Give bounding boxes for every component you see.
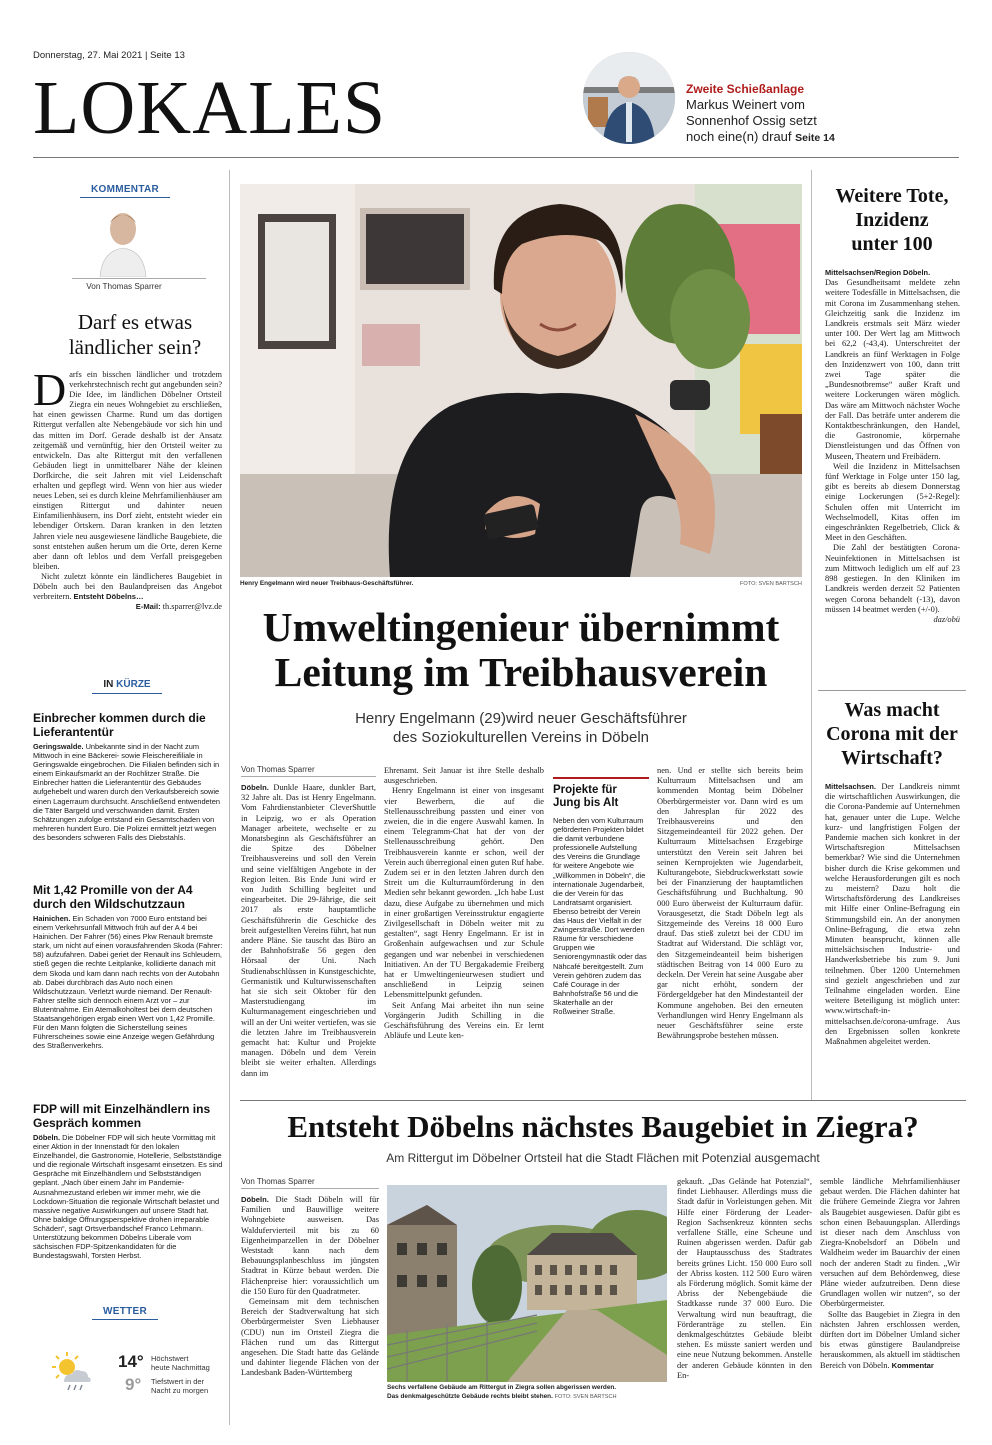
second-dateline: Döbeln. bbox=[241, 1195, 269, 1204]
kurz-dateline: Döbeln. bbox=[33, 1133, 61, 1142]
header-rule bbox=[33, 157, 959, 158]
teaser-text[interactable] bbox=[686, 97, 835, 146]
lead-col-2 bbox=[384, 766, 544, 1112]
lead-col-1 bbox=[241, 783, 376, 1113]
column-rule bbox=[229, 170, 230, 1425]
kommentar-label-rule bbox=[80, 197, 170, 198]
second-paragraph: Die Stadt Döbeln will für Familien und Bauwillige weitere Wohngebiete ausweisen. Das Waldufervierteil mit bis zu 60 Eigenheimparzellen in der Döbelner Weststadt kann nach dem Bebauungsplanbeschluss im jüngsten Stadtrat in Kürze bebaut werden. Die Flächenpreise hier: voraussichtlich um die 150 Euro für den Quadratmeter. bbox=[241, 1195, 379, 1296]
lead-photo-caption: Henry Engelmann wird neuer Treibhaus-Geschäftsführer. bbox=[240, 580, 414, 587]
story2-headline bbox=[817, 698, 967, 770]
second-caption-line: Das denkmalgeschützte Gebäude rechts bleibt stehen. bbox=[387, 1392, 553, 1400]
temp-high-label bbox=[151, 1354, 210, 1372]
lead-photo-credit: FOTO: SVEN BARTSCH bbox=[740, 581, 802, 587]
temp-low: 9° bbox=[125, 1375, 142, 1394]
story1-body bbox=[825, 268, 960, 684]
story1-headline-line: Weitere Tote, bbox=[835, 185, 949, 207]
story2-headline-line: Corona mit der bbox=[826, 723, 958, 745]
lead-col-4: nen. Und er stellte sich bereits beim Kulturraum Mittelsachsen und am kommenden Montag beim Döbelner Oberbürgermeister vor. Dann wird es um den Jahresplan für 2022 des Treibhausvereins und den Sitzgemeindeanteil für 2022 gehen. Der Kulturraum Mittelsachsen Erzgebirge unterstützt den Verein seit Jahren bei seinen Kernprojekten wie Jugendarbeit, Kulturangebote, Siebdruckwerkstatt sowie bei der Finanzierung der hauptamtlichen Geschäftsführung und Buchhaltung. 90 000 Euro überweist der Kulturraum dafür. Vorausgesetzt, die Stadt Döbeln legt als Sitzgemeinde des Vereins 18 000 Euro drauf. Das stieß zuletzt bei der CDU im Stadtrat auf Widerstand. Die schlägt vor, den Sitzgemeindeanteil beim bisherigen städtischen Beitrag von 14 000 Euro zu deckeln. Der Verein hat seine Ausgabe aber gar nicht erhöht, sondern der Fördergeldgeber hat den Mindestanteil der Kommune angehoben. Bei den erneuten Verhandlungen wird Henry Engelmann als neuer Geschäftsführer seine erste Bewährungsprobe bestehen müssen. bbox=[657, 766, 803, 1041]
kurz-item bbox=[33, 884, 224, 1099]
kurz-label-kurz: KÜRZE bbox=[116, 679, 151, 690]
infobox-title bbox=[553, 784, 649, 810]
kurz-text: Unbekannte sind in der Nacht zum Mittwoch in eine Bäckerei- sowie Fleischereifiliale in Geringswalde eingebrochen. Die Filialen befinden sich in einem Einkaufsmarkt an der Rochlitzer Straße. Die Einbrecher hatten die Lieferantentür des Gebäudes aufgehebelt und waren durch den Verkaufsbereich sowie einen Lagerraum durchsucht. Anschließend entwendeten die Täter Bargeld und verschwanden damit. Ersten Schätzungen zufolge entstand ein Gesamtschaden von mehreren hundert Euro. Die Polizei ermittelt jetzt wegen des besonders schweren Falls des Diebstahls. bbox=[33, 742, 220, 842]
lead-headline-line: Umweltingenieur übernimmt bbox=[262, 604, 780, 650]
story2-text: Der Landkreis nimmt die wirtschaftlichen Auswirkungen, die die Corona-Pandemie auf Unternehmen hat, genauer unter die Lupe. Welche kurz- und langfristigen Folgen der Pandemie machen sich konkret in der Wirtschaftsregion Mittelsachsen bemerkbar? Wie sind die Unternehmen bisher durch die Krise gekommen und welche Herausforderungen gilt es noch zu meistern? Dazu holt die Wirtschaftsförderung des Landkreises mit Hilfe einer Online-Befragung ein Stimmungsbild ein. An der anonymen Online-Befragung, die etwa zehn Minuten beansprucht, können alle mittelsächsischen Industrie- und Handwerksbetriebe bis zum 9. Juni teilnehmen. Über 1200 Unternehmen sind gezielt angeschrieben und zur Teilnahme eingeladen worden. Eine weitere Beteiligung ist möglich unter: www.wirtschaft-in-mittelsachsen.de/corona-umfrage. Aus den Ergebnissen sollen konkrete Maßnahmen abgeleitet werden. bbox=[825, 782, 960, 1047]
lead-subhead-line: des Soziokulturellen Vereins in Döbeln bbox=[393, 729, 649, 746]
teaser-page-ref: Seite 14 bbox=[795, 132, 835, 144]
lead-byline: Von Thomas Sparrer bbox=[241, 765, 315, 774]
email-link[interactable]: th.sparrer@lvz.de bbox=[162, 602, 222, 612]
lead-headline bbox=[235, 605, 807, 695]
column-rule bbox=[811, 170, 812, 1100]
story1-paragraph: Die Zahl der bestätigten Corona-Neuinfektionen in Mittelsachsen ist zum Mittwoch lediglich um elf auf 23 898 gestiegen. In den Kliniken im Landkreis werden derzeit 52 Patienten wegen Corona behandelt (-13), davon müssen 14 beatmet werden (+/-0). bbox=[825, 543, 960, 614]
teaser-line: Sonnenhof Ossig setzt bbox=[686, 113, 817, 128]
teaser-line: noch eine(n) drauf bbox=[686, 129, 792, 144]
kurz-label-in: IN bbox=[103, 679, 114, 690]
story1-signoff: daz/obü bbox=[933, 614, 960, 624]
second-byline: Von Thomas Sparrer bbox=[241, 1177, 315, 1186]
teaser-kicker[interactable]: Zweite Schießanlage bbox=[686, 82, 805, 96]
infobox-title-line: Projekte für bbox=[553, 784, 617, 796]
lead-dateline: Döbeln. bbox=[241, 783, 269, 792]
author-photo bbox=[98, 203, 148, 277]
second-signoff[interactable]: Kommentar bbox=[891, 1360, 934, 1370]
second-col-3: gekauft. „Das Gelände hat Potenzial“, findet Liebhauser. Allerdings muss die Stadt dafür in Vorleistungen gehen. Mit Hilfe einer Förderung der Leader-Region Sachsenkreuz könnten sechs verfallene Ställe, eine Scheune und Ruinen abgerissen werden. Dafür gab der Hauptausschuss des Stadtrates bereits grünes Licht. 150 000 Euro soll der Abriss kosten. 112 500 Euro wären als Förderung möglich. Somit käme der Abriss der Nebengebäude die Stadtkasse runde 37 000 Euro. Die Verwaltung wird nun beauftragt, die Förderanträge zu stellen. Ein denkmalgeschütztes Gebäude bleibt stehen. Es müsste saniert werden und eine neue Nutzung bekommen. Anstelle der anderen Gebäude könnten in den En- bbox=[677, 1177, 812, 1380]
second-paragraph: Sollte das Baugebiet in Ziegra in den nächsten Jahren erschlossen werden, dürften dort im Döbelner Umland sicher bis etwas günstigere Baulandpreise herauskommen, als aktuell im städtischen Bereich von Döbeln. bbox=[820, 1309, 960, 1370]
story2-headline-line: Wirtschaft? bbox=[841, 747, 943, 769]
byline-rule bbox=[241, 1188, 379, 1189]
kommentar-label: KOMMENTAR bbox=[90, 184, 160, 195]
temp-low-label-line: Nacht zu morgen bbox=[151, 1386, 209, 1395]
lead-paragraph: Seit Anfang Mai arbeitet ihn nun seine Vorgängerin Judith Schilling in die Geschäftsführung des Vereins ein. Er lernt Abläufe und Leute ken- bbox=[384, 1000, 544, 1041]
story1-dateline: Mittelsachsen/Region Döbeln. bbox=[825, 268, 931, 277]
section-title: LOKALES bbox=[33, 66, 387, 150]
email-label: E-Mail: bbox=[135, 602, 161, 612]
author-rule bbox=[72, 278, 206, 279]
kommentar-paragraph: Nicht zuletzt könnte ein ländlicheres Baugebiet in Döbeln auch bei den Baulandpreisen das Angebot verbreitern. bbox=[33, 571, 222, 602]
temp-high-label-line: heute Nachmittag bbox=[151, 1363, 210, 1372]
kommentar-paragraph: arfs ein bisschen ländlicher und trotzdem verkehrstechnisch recht gut angebunden sein? Die Idee, im ländlichen Döbelner Ortsteil Ziegra ein neues Wohngebiet zu erschließen, hat einen gewissen Charme. Rund um das dortigen Rittergut verfallen alte Nebengebäude vor sich hin und das mitten im Dorf. Gerade deshalb ist der Ansatz zeitgemäß und vernünftig, hier den Ortsteil weiter zu entwickeln. Das alte Rittergut mit den verfallenen Gebäuden liegt in unmittelbarer Nähe der kleinen Dorfkirche, die seit Jahren mit viel Leidenschaft erhalten und gepflegt wird. Wenn von hier aus wieder neues Leben, sei es durch kleine Mehrfamilienhäuser am einstigen Rittergut und dahinter neuen Einfamilienhäusern, ins Dorf zieht, entsteht wieder ein lebendiger Ortskern. Daran kranken in den letzten Jahren viele neu ausgewiesene ländliche Baugebiete, die sonst entstehen außen herum um die Orte, deren Kerne aber dann oft leblos und dem Verfall preisgegeben bleiben. bbox=[33, 370, 222, 571]
second-photo-caption bbox=[387, 1384, 617, 1401]
second-paragraph: semble ländliche Mehrfamilienhäuser gebaut werden. Die Flächen dahinter hat die frühere Gemeinde Ziegra vor Jahren als Baugebiet ausgewiesen. Dafür gibt es schon einen Bebauungsplan. Allerdings ist dieser nach dem Anschluss von Ziegra-Knobelsdorf an Döbeln und Waldheim weder im Bauarchiv der einen noch der anderen Stadt zu finden. „Wir versuchen auf dem Behördenweg, diese Pläne wieder aufzutreiben. Denn diese Grundlagen wollen wir nutzen“, so der Oberbürgermeister. bbox=[820, 1177, 960, 1309]
kurz-text: Ein Schaden von 7000 Euro entstand bei einem Verkehrsunfall Mittwoch früh auf der A 4 bei Hainichen. Der Fahrer (56) eines Pkw Renault bremste stark, um nicht auf einen vorausfahrenden Skoda (Fahrer: 58) aufzufahren. Dabei geriet der Renault ins Schleudern, stieß gegen die rechte Leitplanke, kollidierte danach mit dem Skoda und kam dann nach rechts von der Autobahn ab. Dabei durchbrach das Auto noch einen Wildschutzzaun. Verletzt wurde niemand. Der Renault-Fahrer stellte sich dennoch einem Arzt vor – zur Blutentnahme. Ein Atemalkoholtest bei dem deutschen Staatsangehörigen ergab einen Wert von 1,42 Promille. Für den Mann folgten die Sicherstellung seines Führerscheines sowie eine Anzeige wegen Gefährdung des Straßenverkehrs. bbox=[33, 914, 223, 1051]
kurz-label-rule bbox=[92, 693, 162, 694]
kurz-text: Die Döbelner FDP will sich heute Vormittag mit einer Aktion in der Innenstadt für den lokalen Einzelhandel, die Gastronomie, Hotellerie, Selbstständige und die regionale Wirtschaft insgesamt einsetzen. Es sind Gespräche mit Einzelhändlern und Selbstständigen geplant. „Nach über einem Jahr im Pandemie-Ausnahmezustand erleben wir immer mehr, wie die Lockdown-Situation die regionale Wirtschaft belastet und massive negative Auswirkungen auf unsere Stadt hat. Ohne baldige Öffnungsperspektive drohen irreparable Schäden“, sagt Ortsverbandschef Franco Lehmann. Unterstützung bekommen Döbelns Liberale vom sächsischen FDP-Spitzenkandidaten für die Bundestagswahl, Torsten Herbst. bbox=[33, 1133, 223, 1261]
second-paragraph: Gemeinsam mit dem technischen Bereich der Stadtverwaltung hat sich Oberbürgermeister Sven Liebhauser (CDU) nun im Ortsteil Ziegra die Flächen rund um das Rittergut angesehen. Die Stadt hatte das Gelände und dahinter liegende Flächen von der Landesbank Baden-Württemberg bbox=[241, 1297, 379, 1378]
infobox-text: Neben den vom Kulturraum geförderten Projekten bildet die damit verbundene professionelle Aufstellung des Vereins die Grundlage für weitere Angebote wie „Willkommen in Döbeln“, die internationale Jugendarbeit, die der Verein für das Landratsamt organisiert. Ebenso betreibt der Verein das Haus der Vielfalt in der Zwingerstraße. Dort werden Räume für verschiedene Gruppen wie Seniorengymnastik oder das Nähcafé bereitgestellt. Zum Verein gehören zudem das Café Courage in der Bahnhofstraße 56 und die Skaterhalle an der Roßweiner Straße. bbox=[553, 816, 647, 1016]
story1-headline-line: unter 100 bbox=[851, 233, 933, 255]
story2-headline-line: Was macht bbox=[844, 699, 940, 721]
temp-low-label bbox=[151, 1377, 208, 1395]
dateline: Donnerstag, 27. Mai 2021 | Seite 13 bbox=[33, 50, 185, 61]
teaser-line: Markus Weinert vom bbox=[686, 97, 805, 112]
kurz-headline: FDP will mit Einzelhändlern ins Gespräch kommen bbox=[33, 1102, 211, 1130]
kommentar-headline-line: ländlicher sein? bbox=[68, 335, 202, 359]
kommentar-headline bbox=[35, 310, 235, 360]
temp-low-label-line: Tiefstwert in der bbox=[151, 1377, 205, 1386]
lead-paragraph: Ehrenamt. Seit Januar ist ihre Stelle deshalb ausgeschrieben. bbox=[384, 766, 544, 786]
temp-high-label-line: Höchstwert bbox=[151, 1354, 189, 1363]
kommentar-signoff: Entsteht Döbelns… bbox=[73, 592, 144, 602]
second-col-4 bbox=[820, 1177, 960, 1419]
lead-col-1-text: Dunkle Haare, dunkler Bart, 32 Jahre alt. Das ist Henry Engelmann. Vom Fahrdienstanbieter CleverShuttle in Leipzig, wo er als Operation Manager arbeitete, wechselte er zu Monatsbeginn als Geschäftsführer an die Spitze des Döbelner Treibhausvereins und soll den Verein und seine vielfältigen Angebote in der Region leiten. Bis Ende Juni wird er von Judith Schilling begleitet und eingearbeitet. Die 29-Jährige, die seit 2017 als erste hauptamtliche Geschäftsführerin die Geschicke des breit aufgestellten Vereins führt, hat nun andere Pläne. Sie tauscht das Büro an der Bahnhofstraße 56 gegen den Hörsaal der Uni. Nach Studienabschlüssen in Kunstgeschichte, Germanistik und Kulturwissenschaften hat sie sich seit Oktober für den Masterstudiengang im Kulturmanagement eingeschrieben und will an der Uni weiter vertiefen, was sie die letzten Jahre im Treibhausverein gemacht hat: Kultur und Projekte managen. Döbeln und dem Verein bleibt sie weiter erhalten. Allerdings dann im bbox=[241, 783, 376, 1078]
infobox bbox=[553, 777, 649, 1093]
second-caption-line: Sechs verfallene Gebäude am Rittergut in Ziegra sollen abgerissen werden. bbox=[387, 1384, 617, 1391]
lead-photo[interactable] bbox=[240, 184, 802, 577]
second-col-1 bbox=[241, 1195, 379, 1417]
lead-subhead-line: Henry Engelmann (29)wird neuer Geschäftsführer bbox=[355, 710, 687, 727]
second-photo[interactable] bbox=[387, 1185, 667, 1382]
byline-rule bbox=[241, 776, 376, 777]
wetter-label: WETTER bbox=[102, 1306, 148, 1317]
kurz-headline: Einbrecher kommen durch die Lieferantentür bbox=[33, 711, 206, 739]
story2-body bbox=[825, 782, 960, 1088]
teaser-photo[interactable] bbox=[583, 52, 675, 144]
second-subhead: Am Rittergut im Döbelner Ortsteil hat die Stadt Flächen mit Potenzial ausgemacht bbox=[386, 1151, 820, 1165]
story-divider bbox=[240, 1100, 966, 1101]
kurz-dateline: Geringswalde. bbox=[33, 742, 84, 751]
story1-headline bbox=[817, 184, 967, 256]
kommentar-body bbox=[33, 370, 222, 650]
kurz-item bbox=[33, 1103, 224, 1301]
kurz-headline: Mit 1,42 Promille von der A4 durch den Wildschutzzaun bbox=[33, 883, 193, 911]
lead-subhead bbox=[235, 709, 807, 747]
infobox-title-line: Jung bis Alt bbox=[553, 797, 619, 809]
story1-headline-line: Inzidenz bbox=[855, 209, 929, 231]
lead-paragraph: Henry Engelmann ist einer von insgesamt vier Bewerbern, die auf die Stellenausschreibung passten und einer von zweien, die in die engere Auswahl kamen. In einem Telegramm-Chat hat der von der Stellenausschreibung gehört. Den Treibhausverein kannte er schon, weil der Verein auch überregional einen guten Ruf habe. Zudem sei er in den letzten Jahren durch den Streit um die Kulturraumförderung in den Medien sehr bekannt geworden. „Ich habe Lust dazu, diese Aufgabe zu übernehmen und mich in einer großartigen Vereinsstruktur engagierte Zivilgesellschaft in Döbeln weiter mit zu gestalten“, sagt Henry Engelmann. Er ist in Großenhain aufgewachsen und zur Schule gegangen und war nebenbei in verschiedenen Initiativen. An der TU Bergakademie Freiberg hat er Umweltingenieurwesen studiert und anschließend in Leipzig seinen Lebensmittelpunkt gefunden. bbox=[384, 786, 544, 1000]
temp-high: 14° bbox=[118, 1352, 144, 1371]
dropcap: D bbox=[33, 370, 67, 415]
kommentar-headline-line: Darf es etwas bbox=[77, 310, 193, 334]
story1-paragraph: Weil die Inzidenz in Mittelsachsen fünf Werktage in Folge unter 150 lag, gibt es bereits ab diesem Donnerstag einige Lockerungen (5+2-Regel): Schulen offen mit Unterricht im Wechselmodell, Kitas offen im eingeschränkten Regelbetrieb, Click & Meet in den Geschäften. bbox=[825, 461, 960, 543]
second-photo-credit: FOTO: SVEN BARTSCH bbox=[554, 1393, 617, 1400]
sun-cloud-rain-icon bbox=[50, 1350, 94, 1394]
story1-paragraph: Das Gesundheitsamt meldete zehn weitere Todesfälle in Mittelsachsen, die mit Corona im Zusammenhang stehen. Gleichzeitig sank die Inzidenz im Landkreis erstmals seit März wieder unter 100. Der Wert lag am Mittwoch bei 62,2 (-43,4). Unterschreitet der Landkreis an fünf Werktagen in Folge den Inzidenzwert von 100, dann tritt zwei Tage später die „Bundesnotbremse“ außer Kraft und weitere Lockerungen wären möglich. Das wäre am Mittwoch nächster Woche der Fall. Das beträfe unter anderem die Kontaktbeschränkungen, den Handel, die Gastronomie, körpernahe Dienstleistungen und das Öffnen von Museen, Theatern und Freibädern. bbox=[825, 278, 960, 461]
kurz-label bbox=[92, 679, 162, 690]
lead-headline-line: Leitung im Treibhausverein bbox=[274, 649, 768, 695]
kommentar-byline: Von Thomas Sparrer bbox=[86, 282, 162, 291]
story2-dateline: Mittelsachsen. bbox=[825, 782, 876, 791]
kurz-item bbox=[33, 712, 224, 852]
right-rule bbox=[818, 690, 966, 691]
wetter-label-rule bbox=[92, 1319, 158, 1320]
kurz-dateline: Hainichen. bbox=[33, 914, 71, 923]
second-headline: Entsteht Döbelns nächstes Baugebiet in Ziegra? bbox=[287, 1109, 919, 1144]
